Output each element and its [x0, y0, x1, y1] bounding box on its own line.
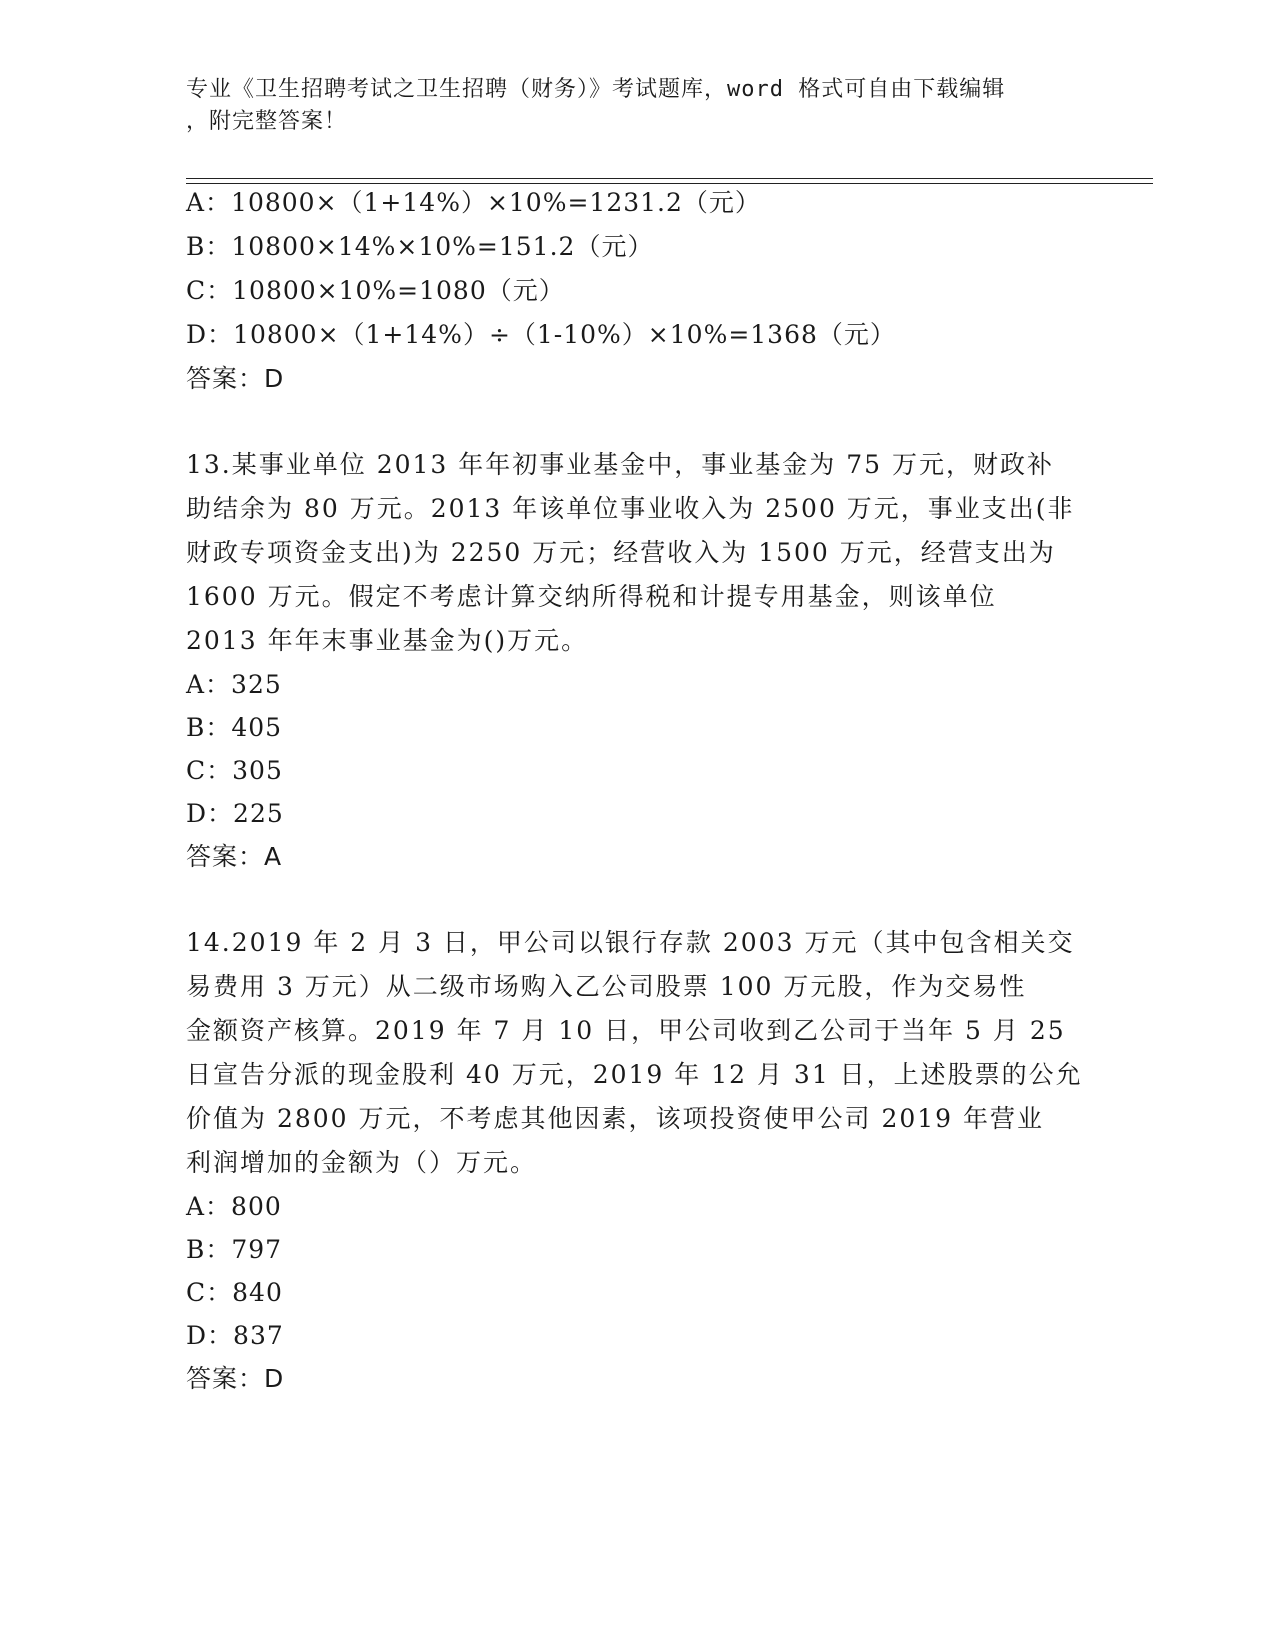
- q14-stem-line-6: 利润增加的金额为（）万元。: [186, 1148, 538, 1177]
- q12-answer: 答案：D: [186, 364, 285, 393]
- q14-option-a: A：800: [186, 1192, 282, 1221]
- q14-option-c: C：840: [186, 1278, 283, 1307]
- q13-stem-line-2: 助结余为 80 万元。2013 年该单位事业收入为 2500 万元，事业支出(非: [186, 494, 1075, 523]
- q14-option-b: B：797: [186, 1235, 283, 1264]
- q13-option-d: D：225: [186, 799, 284, 828]
- q12-option-a: A：10800×（1+14%）×10%=1231.2（元）: [186, 188, 761, 217]
- q13-option-b: B：405: [186, 713, 283, 742]
- q14-option-d: D：837: [186, 1321, 284, 1350]
- q13-stem-line-5: 2013 年年末事业基金为()万元。: [186, 626, 589, 655]
- q12-option-b: B：10800×14%×10%=151.2（元）: [186, 232, 654, 261]
- q12-option-d: D：10800×（1+14%）÷（1-10%）×10%=1368（元）: [186, 320, 896, 349]
- q13-answer: 答案：A: [186, 842, 283, 871]
- q13-option-c: C：305: [186, 756, 283, 785]
- q14-stem-line-5: 价值为 2800 万元，不考虑其他因素，该项投资使甲公司 2019 年营业: [186, 1104, 1045, 1133]
- q12-option-c: C：10800×10%=1080（元）: [186, 276, 565, 305]
- q14-stem-line-4: 日宣告分派的现金股利 40 万元，2019 年 12 月 31 日，上述股票的公允: [186, 1060, 1083, 1089]
- document-header: [186, 74, 1066, 138]
- q13-stem-line-3: 财政专项资金支出)为 2250 万元；经营收入为 1500 万元，经营支出为: [186, 538, 1056, 567]
- q14-stem-line-1: 14.2019 年 2 月 3 日，甲公司以银行存款 2003 万元（其中包含相关交: [186, 928, 1075, 957]
- q14-stem-line-2: 易费用 3 万元）从二级市场购入乙公司股票 100 万元股，作为交易性: [186, 972, 1027, 1001]
- q13-option-a: A：325: [186, 670, 282, 699]
- header-line-1: 专业《卫生招聘考试之卫生招聘（财务）》考试题库，word 格式可自由下载编辑: [186, 77, 1006, 102]
- header-divider-bottom: [186, 183, 1153, 184]
- header-divider-top: [186, 178, 1153, 179]
- q14-stem-line-3: 金额资产核算。2019 年 7 月 10 日，甲公司收到乙公司于当年 5 月 25: [186, 1016, 1066, 1045]
- q13-stem-line-4: 1600 万元。假定不考虑计算交纳所得税和计提专用基金，则该单位: [186, 582, 997, 611]
- header-line-2: ，附完整答案！: [186, 109, 348, 134]
- q13-stem-line-1: 13.某事业单位 2013 年年初事业基金中，事业基金为 75 万元，财政补: [186, 450, 1054, 479]
- q14-answer: 答案：D: [186, 1364, 285, 1393]
